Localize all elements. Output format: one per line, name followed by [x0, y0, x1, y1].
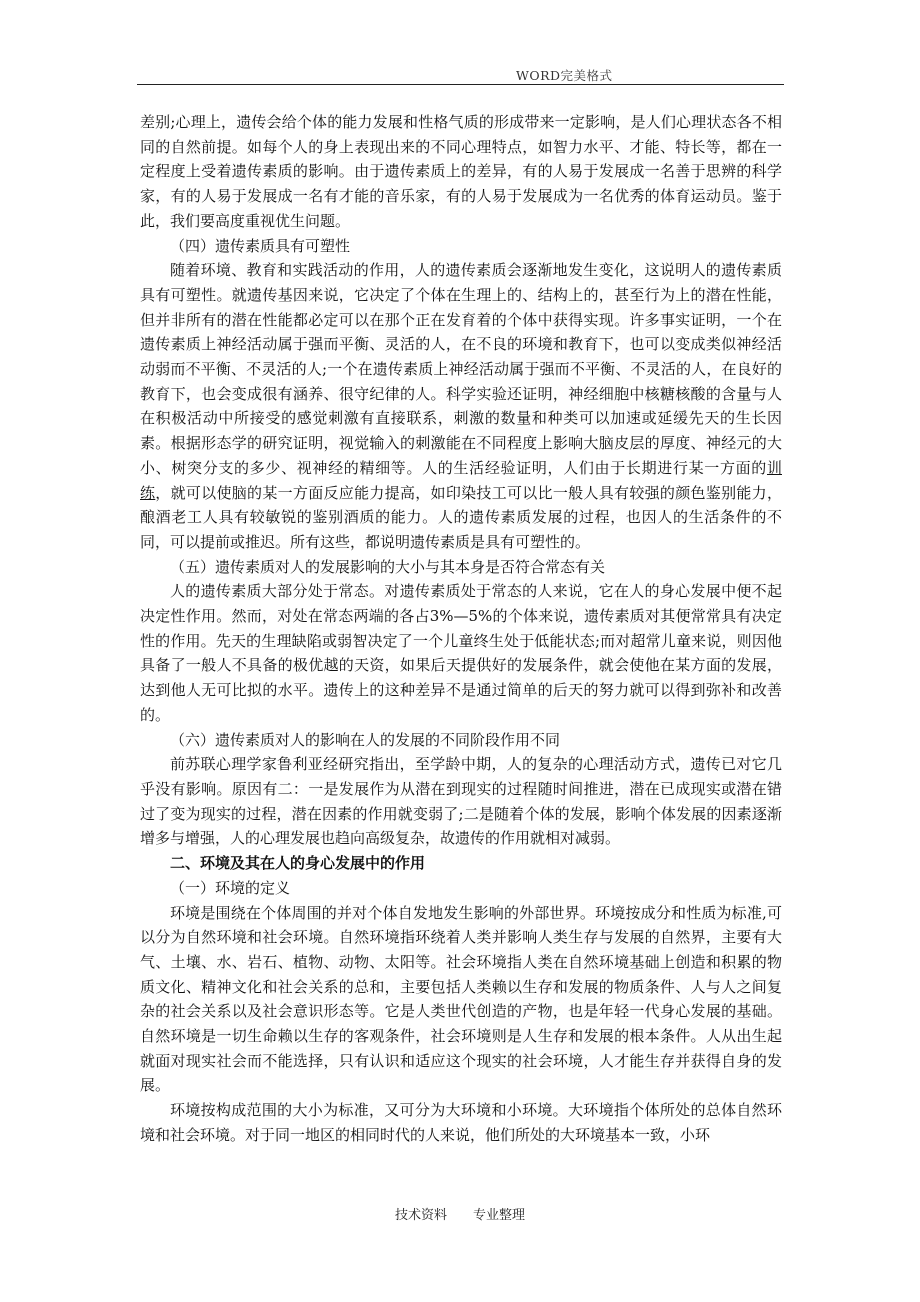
paragraph-environment-definition: 环境是围绕在个体周围的并对个体自发地发生影响的外部世界。环境按成分和性质为标准,可以分为自然环境和社会环境。自然环境指环绕着人类并影响人类生存与发展的自然界，主要有大气、土壤、水、岩石、植物、动物、太阳等。社会环境指人类在自然环境基础上创造和积累的物质文化、精神文化和社会关系的总和，主要包括人类赖以生存和发展的物质条件、人与人之间复杂的社会关系以及社会意识形态等。它是人类世代创造的产物，也是年轻一代身心发展的基础。自然环境是一切生命赖以生存的客观条件，社会环境则是人生存和发展的根本条件。人从出生起就面对现实社会而不能选择，只有认识和适应这个现实的社会环境，人才能生存并获得自身的发展。 — [140, 903, 782, 1095]
page-header-label: WORD完美格式 — [516, 68, 613, 83]
paragraph-plasticity-part1: 随着环境、教育和实践活动的作用，人的遗传素质会逐渐地发生变化，这说明人的遗传素质具有可塑性。就遗传基因来说，它决定了个体在生理上的、结构上的，甚至行为上的潜在性能，但并非所有的潜在性能都必定可以在那个正在发育着的个体中获得实现。许多事实证明，一个在遗传素质上神经活动属于强而平衡、灵活的人，在不良的环境和教育下，也可以变成类似神经活动弱而不平衡、不灵活的人;一个在遗传素质上神经活动属于强而不平衡、不灵活的人，在良好的教育下，也会变成很有涵养、很守纪律的人。科学实验还证明，神经细胞中核糖核酸的含量与人在积极活动中所接受的感觉刺激有直接联系，刺激的数量和种类可以加速或延缓先天的生长因素。根据形态学的研究证明，视觉输入的刺激能在不同程度上影响大脑皮层的厚度、神经元的大小、树突分支的多少、视神经的精细等。人的生活经验证明，人们由于长期进行某一方面的 — [140, 261, 782, 477]
paragraph-plasticity-part2: ，就可以使脑的某一方面反应能力提高，如印染技工可以比一般人具有较强的颜色鉴别能力，酿酒老工人具有较敏锐的鉴别酒质的能力。人的遗传素质发展的过程，也因人的生活条件的不同，可以提前或推迟。所有这些，都说明遗传素质是具有可塑性的。 — [140, 483, 782, 551]
paragraph-stages: 前苏联心理学家鲁利亚经研究指出，至学龄中期，人的复杂的心理活动方式，遗传已对它几乎没有影响。原因有二：一是发展作为从潜在到现实的过程随时间推进，潜在已成现实或潜在错过了变为现实的过程，潜在因素的作用就变弱了;二是随着个体的发展，影响个体发展的因素逐渐增多与增强，人的心理发展也趋向高级复杂，故遗传的作用就相对减弱。 — [140, 755, 782, 848]
training-link[interactable]: 训练 — [140, 458, 782, 502]
subheading-environment-definition: （一）环境的定义 — [170, 878, 291, 897]
subheading-plasticity: （四）遗传素质具有可塑性 — [170, 236, 351, 255]
paragraph-heredity-psychology: 差别;心理上，遗传会给个体的能力发展和性格气质的形成带来一定影响，是人们心理状态各不相同的自然前提。如每个人的身上表现出来的不同心理特点，如智力水平、才能、特长等，都在一定程度上受着遗传素质的影响。由于遗传素质上的差异，有的人易于发展成一名善于思辨的科学家，有的人易于发展成一名有才能的音乐家，有的人易于发展成为一名优秀的体育运动员。鉴于此，我们要高度重视优生问题。 — [140, 113, 782, 230]
paragraph-normality: 人的遗传素质大部分处于常态。对遗传素质处于常态的人来说，它在人的身心发展中便不起决定性作用。然而，对处在常态两端的各占3%—5%的个体来说，遗传素质对其便常常具有决定性的作用。先天的生理缺陷或弱智决定了一个儿童终生处于低能状态;而对超常儿童来说，则因他具备了一般人不具备的极优越的天资，如果后天提供好的发展条件，就会使他在某方面的发展，达到他人无可比拟的水平。遗传上的这种差异不是通过简单的后天的努力就可以得到弥补和改善的。 — [140, 582, 782, 724]
footer-label-right: 专业整理 — [473, 1208, 526, 1223]
document-body — [140, 110, 782, 1148]
page-footer — [0, 1204, 920, 1223]
paragraph-plasticity — [140, 258, 782, 554]
subheading-normality: （五）遗传素质对人的发展影响的大小与其本身是否符合常态有关 — [170, 557, 606, 576]
paragraph-environment-scope: 环境按构成范围的大小为标准，又可分为大环境和小环境。大环境指个体所处的总体自然环境和社会环境。对于同一地区的相同时代的人来说，他们所处的大环境基本一致，小环 — [140, 1101, 782, 1144]
header-rule — [137, 84, 784, 85]
subheading-stages: （六）遗传素质对人的影响在人的发展的不同阶段作用不同 — [170, 730, 561, 749]
footer-label-left: 技术资料 — [394, 1208, 447, 1223]
section-heading-environment: 二、环境及其在人的身心发展中的作用 — [170, 854, 426, 873]
